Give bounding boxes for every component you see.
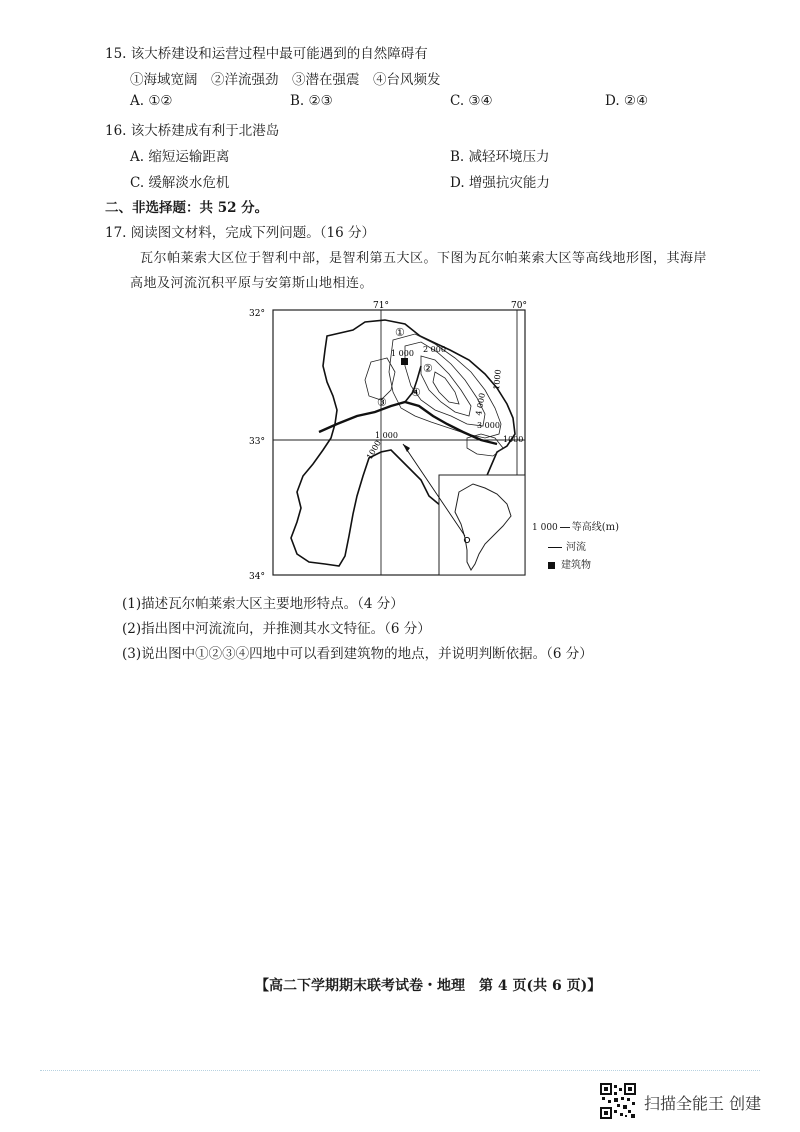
legend-building-square <box>548 562 555 569</box>
contour-map <box>245 300 545 590</box>
pointer-arrowhead <box>403 444 410 452</box>
label-33: 33° <box>249 437 265 447</box>
legend-contour <box>532 518 619 533</box>
q15-items: ①海域宽阔 ②洋流强劲 ③潜在强震 ④台风频发 <box>130 72 441 88</box>
contour-label-1: 1 000 <box>391 349 414 358</box>
contour-4000-a <box>433 372 459 404</box>
q16-option-a: A. 缩短运输距离 <box>130 149 230 165</box>
inset-frame <box>439 475 525 575</box>
contour-2000-a <box>405 342 485 426</box>
page-bottom-rule <box>40 1070 760 1071</box>
q16-option-c: C. 缓解淡水危机 <box>130 175 230 191</box>
point-4: ④ <box>411 386 421 399</box>
point-3: ③ <box>377 396 387 409</box>
q17-sub-1: (1)描述瓦尔帕莱索大区主要地形特点。（4 分） <box>122 596 404 612</box>
q15-option-d: D. ②④ <box>605 93 649 109</box>
legend-contour-sample: 1 000 <box>532 523 558 533</box>
label-34: 34° <box>249 572 265 582</box>
q16-option-d: D. 增强抗灾能力 <box>450 175 550 191</box>
q15-option-c: C. ③④ <box>450 93 493 109</box>
q17-sub-2: (2)指出图中河流流向，并推测其水文特征。（6 分） <box>122 621 431 637</box>
legend-building <box>548 556 591 571</box>
label-71: 71° <box>373 301 389 311</box>
q17-paragraph-line1: 瓦尔帕莱索大区位于智利中部，是智利第五大区。下图为瓦尔帕莱索大区等高线地形图，其海岸 <box>140 251 708 266</box>
point-2: ② <box>423 362 433 375</box>
q15-option-a: A. ①② <box>130 93 173 109</box>
legend-building-label: 建筑物 <box>561 560 591 571</box>
contour-label-8: 1000 <box>364 438 383 461</box>
scanner-watermark: 扫描全能王 创建 <box>644 1094 762 1113</box>
contour-label-3: 1000 <box>492 369 503 391</box>
q16-option-b: B. 减轻环境压力 <box>450 149 550 165</box>
legend-river <box>548 538 586 553</box>
contour-label-2: 2 000 <box>423 345 446 354</box>
q16-stem: 16. 该大桥建成有利于北港岛 <box>105 123 280 139</box>
section-heading: 二、非选择题：共 52 分。 <box>105 200 269 216</box>
contour-label-6: 1000 <box>503 435 524 444</box>
q17-stem: 17. 阅读图文材料，完成下列问题。（16 分） <box>105 225 375 241</box>
legend-contour-label: 等高线(m) <box>571 522 620 533</box>
legend-river-label: 河流 <box>566 542 586 553</box>
qr-code-icon <box>600 1083 636 1119</box>
contour-label-4: 3 000 <box>477 421 500 430</box>
q15-stem: 15. 该大桥建设和运营过程中最可能遇到的自然障碍有 <box>105 46 428 62</box>
page-footer: 【高二下学期期末联考试卷・地理 第 4 页(共 6 页)】 <box>255 978 602 994</box>
q17-sub-3: (3)说出图中①②③④四地中可以看到建筑物的地点，并说明判断依据。（6 分） <box>122 646 593 662</box>
label-32: 32° <box>249 309 265 319</box>
legend-contour-line <box>560 527 570 528</box>
contour-label-7: 1 000 <box>375 431 398 440</box>
building-marker <box>401 358 408 365</box>
contour-label-5: 4 000 <box>474 392 487 417</box>
q15-option-b: B. ②③ <box>290 93 333 109</box>
q17-paragraph-line2: 高地及河流沉积平原与安第斯山地相连。 <box>130 276 374 291</box>
label-70: 70° <box>511 301 527 311</box>
point-1: ① <box>395 326 405 339</box>
legend-river-line <box>548 547 562 548</box>
